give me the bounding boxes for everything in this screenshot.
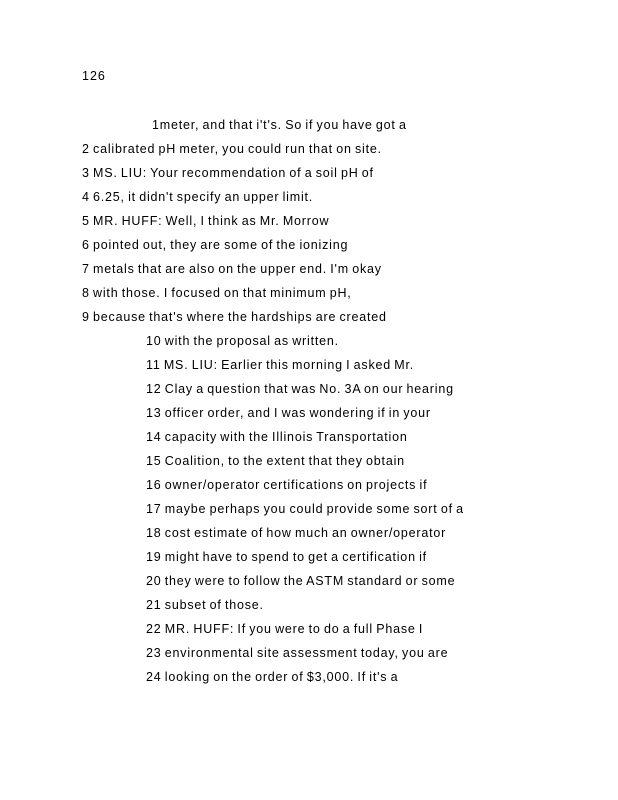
transcript-line-2: 2 calibrated pH meter, you could run that on site.: [82, 142, 382, 156]
transcript-line-4: 4 6.25, it didn't specify an upper limit.: [82, 190, 314, 204]
transcript-line-6: 6 pointed out, they are some of the ionizing: [82, 238, 349, 252]
transcript-line-3: 3 MS. LIU: Your recommendation of a soil pH of: [82, 166, 374, 180]
transcript-line-13: 13 officer order, and I was wondering if in your: [146, 406, 431, 420]
page-number: 126: [82, 69, 106, 83]
transcript-line-21: 21 subset of those.: [146, 598, 264, 612]
transcript-line-14: 14 capacity with the Illinois Transportation: [146, 430, 408, 444]
transcript-line-17: 17 maybe perhaps you could provide some sort of a: [146, 502, 464, 516]
transcript-line-9: 9 because that's where the hardships are created: [82, 310, 387, 324]
transcript-line-18: 18 cost estimate of how much an owner/operator: [146, 526, 447, 540]
transcript-line-15: 15 Coalition, to the extent that they obtain: [146, 454, 405, 468]
transcript-line-8: 8 with those. I focused on that minimum pH,: [82, 286, 352, 300]
transcript-line-12: 12 Clay a question that was No. 3A on our hearing: [146, 382, 454, 396]
transcript-line-22: 22 MR. HUFF: If you were to do a full Phase I: [146, 622, 424, 636]
transcript-line-10: 10 with the proposal as written.: [146, 334, 339, 348]
transcript-line-1: 1meter, and that i't's. So if you have got a: [152, 118, 407, 132]
transcript-line-19: 19 might have to spend to get a certification if: [146, 550, 427, 564]
transcript-line-23: 23 environmental site assessment today, you are: [146, 646, 449, 660]
transcript-line-20: 20 they were to follow the ASTM standard or some: [146, 574, 456, 588]
transcript-line-5: 5 MR. HUFF: Well, I think as Mr. Morrow: [82, 214, 330, 228]
transcript-line-11: 11 MS. LIU: Earlier this morning I asked Mr.: [146, 358, 415, 372]
transcript-line-16: 16 owner/operator certifications on projects if: [146, 478, 428, 492]
transcript-line-24: 24 looking on the order of $3,000. If it's a: [146, 670, 399, 684]
transcript-line-7: 7 metals that are also on the upper end. I'm okay: [82, 262, 382, 276]
